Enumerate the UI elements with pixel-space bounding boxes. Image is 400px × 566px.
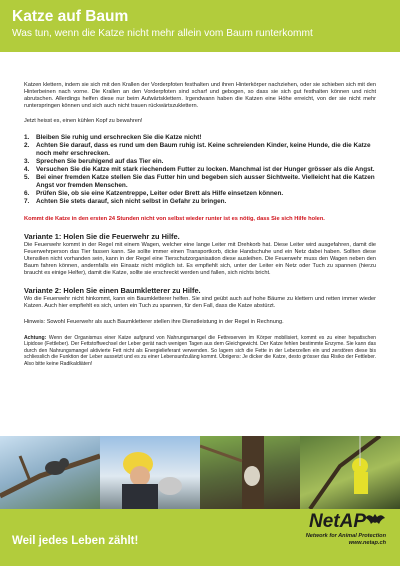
- firefighter-icon: [100, 436, 200, 509]
- variant2-heading: Variante 2: Holen Sie einen Baumkletterer zu Hilfe.: [24, 285, 201, 295]
- list-item: 7. Achten Sie stets darauf, sich nicht selbst in Gefahr zu bringen.: [24, 198, 227, 206]
- photo-cat-on-trunk: [200, 436, 300, 509]
- list-item: 3. Sprechen Sie beruhigend auf das Tier ein.: [24, 157, 164, 165]
- calm-paragraph: Jetzt heisst es, einen kühlen Kopf zu bewahren!: [24, 117, 143, 124]
- netap-logo[interactable]: [282, 511, 386, 563]
- main-content: [24, 82, 376, 367]
- page-title: Katze auf Baum: [12, 8, 129, 25]
- logo-url[interactable]: www.netap.ch: [348, 540, 386, 546]
- header-banner: [0, 0, 400, 52]
- attention-paragraph: [24, 335, 376, 368]
- list-item: 2. Achten Sie darauf, dass es rund um den Baum ruhig ist. Keine schreienden Kinder, keine Hunde, die die Katze noch mehr erschrecken.: [24, 141, 371, 157]
- bat-icon: [364, 512, 386, 528]
- footer-slogan: Weil jedes Leben zählt!: [12, 535, 139, 547]
- photo-tree-climber: [300, 436, 400, 509]
- list-item: 1. Bleiben Sie ruhig und erschrecken Sie die Katze nicht!: [24, 133, 202, 141]
- photo-strip: [0, 436, 400, 509]
- intro-paragraph: Katzen klettern, indem sie sich mit den Krallen der Vorderpfoten festhalten und ihren Hinterkörper nachziehen, oder sie schieben sich mit den Hinterbeinen nach vorne. Die Krallen an den Vorderpfoten sind scharf und gebogen, so dass sie sich gut festhalten können und nicht abrutschen. Allerdings helfen diese nur beim Aufwärtsklettern. Irgendwann haben die Katzen eine Höhe erreicht, von der sie nicht mehr runterspringen können und sich auch nicht trauen rückwärtszuklettern.: [24, 82, 376, 109]
- attention-label: Achtung:: [24, 334, 47, 341]
- list-item: 5. Bei einer fremden Katze stellen Sie das Futter hin und begeben sich ausser Sichtweite. Vielleicht hat die Katzen Angst vor fremden Menschen.: [24, 174, 375, 190]
- footer-banner: [0, 509, 400, 566]
- tree-trunk-icon: [200, 436, 300, 509]
- variant1-heading: Variante 1: Holen Sie die Feuerwehr zu Hilfe.: [24, 232, 180, 242]
- warning-text: Kommt die Katze in den ersten 24 Stunden nicht von selbst wieder runter ist es nötig, dass Sie sich Hilfe holen.: [24, 216, 325, 223]
- list-item: 6. Prüfen Sie, ob sie eine Katzentreppe, Leiter oder Brett als Hilfe einsetzen können.: [24, 190, 284, 198]
- logo-tagline: Network for Animal Protection: [305, 533, 386, 539]
- hint-text: Hinweis: Sowohl Feuerwehr als auch Baumkletterer stellen ihre Dienstleistung in der Regel in Rechnung.: [24, 318, 284, 325]
- page-subtitle: Was tun, wenn die Katze nicht mehr allein vom Baum runterkommt: [12, 28, 313, 39]
- list-item: 4. Versuchen Sie die Katze mit stark riechendem Futter zu locken. Manchmal ist der Hunger grösser als die Angst.: [24, 165, 375, 173]
- tree-branch-icon: [0, 436, 100, 509]
- logo-name: NetAP: [308, 511, 366, 532]
- attention-text: Wenn der Organismus einer Katze aufgrund von Nahrungsmangel die Fettreserven im Körper mobilisiert, kommt es zu einer hepatischen Lipidose (Fettleber). Der Fettstoffwechsel der Leber gerät nach wenigen Tagen aus dem Gleichgewicht. Der Katze fehlen bestimmte Enzyme. Sie kann das durch den Nahrungsmangel aktivierte Fett nicht als Energielieferant verwenden. So lagern sich die Fette in der Leberzellen ein und zerstören diese bis schliesslich die Funktion der Leber aussetzt und es zu einer Lebensunfzuläng kommt. Übrigens: Je dicker die Katze, desto grösser das Risiko der Fettleber. Also bitte keine Radikaldiäten!: [24, 334, 376, 367]
- photo-cat-in-tree: [0, 436, 100, 509]
- variant2-text: Wo die Feuerwehr nicht hinkommt, kann ein Baumkletterer helfen. Sie sind geübt auch auf hohe Bäume zu klettern und retten immer wieder Katzen. Auch hier empfiehlt es sich, unten ein Tuch zu spannen, für den Fall, dass die Katze abstürzt.: [24, 295, 376, 309]
- tree-climber-icon: [300, 436, 400, 509]
- photo-firefighter: [100, 436, 200, 509]
- variant1-text: Die Feuerwehr kommt in der Regel mit einem Wagen, welcher eine lange Leiter mit Drehkorb hat. Diese Leiter wird ausgefahren, damit die Feuerwehrperson das Tier fassen kann. Sie sollte immer einen Transportkorb, dicke Handschuhe und ein Netz dabei haben. Sollten diese Utensilien nicht vorhanden sein, kann in der Regel eine Tierschutzorganisation diese ausleihen. Die Feuerwehr muss den Wagen neben den Baum fahren können, andernfalls ein Einsatz nicht möglich ist. Es empfiehlt sich, unter der Leiter ein Netz oder Tuch zu spannen (hierzu braucht es einige Helfer), damit die Katze, sollte sie erschreckt werden und fallen, sich nichts bricht.: [24, 242, 376, 276]
- steps-list: [24, 134, 376, 207]
